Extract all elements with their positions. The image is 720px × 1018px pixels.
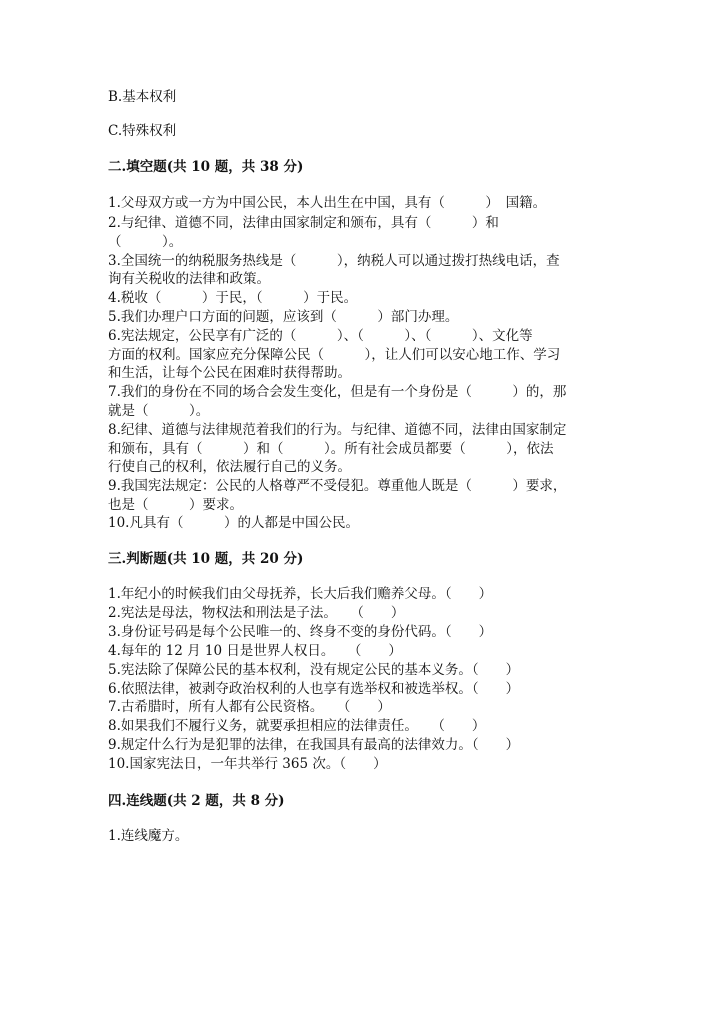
section-heading-true-false: 三.判断题(共 10 题，共 20 分) bbox=[108, 551, 304, 567]
option-c: C.特殊权利 bbox=[108, 123, 177, 139]
question-line: 和生活，让每个公民在困难时获得帮助。 bbox=[108, 365, 351, 381]
question-line: 5.我们办理户口方面的问题，应该到（ ）部门办理。 bbox=[108, 309, 459, 325]
option-b: B.基本权利 bbox=[108, 89, 177, 105]
question-line: 7.我们的身份在不同的场合会发生变化，但是有一个身份是（ ）的，那 bbox=[108, 384, 567, 400]
question-line: 2.与纪律、道德不同，法律由国家制定和颁布，具有（ ）和 bbox=[108, 215, 499, 231]
judgement-line: 6.依照法律，被剥夺政治权利的人也享有选举权和被选举权。（ ） bbox=[108, 681, 520, 697]
question-line: 10.凡具有（ ）的人都是中国公民。 bbox=[108, 515, 359, 531]
question-line: 9.我国宪法规定：公民的人格尊严不受侵犯。尊重他人既是（ ）要求， bbox=[108, 478, 567, 494]
question-line: 1.父母双方或一方为中国公民，本人出生在中国，具有（ ） 国籍。 bbox=[108, 195, 547, 211]
judgement-line: 4.每年的 12 月 10 日是世界人权日。 （ ） bbox=[108, 643, 402, 659]
judgement-line: 1.年纪小的时候我们由父母抚养，长大后我们赡养父母。（ ） bbox=[108, 586, 493, 602]
question-line: 和颁布，具有（ ）和（ ）。所有社会成员都要（ ），依法 bbox=[108, 441, 554, 457]
judgement-line: 2.宪法是母法，物权法和刑法是子法。 （ ） bbox=[108, 605, 405, 621]
judgement-line: 10.国家宪法日，一年共举行 365 次。（ ） bbox=[108, 756, 387, 772]
question-line: 4.税收（ ）于民，（ ）于民。 bbox=[108, 290, 358, 306]
question-line: 就是（ ）。 bbox=[108, 403, 210, 419]
question-line: 3.全国统一的纳税服务热线是（ ），纳税人可以通过拨打热线电话，查 bbox=[108, 253, 560, 269]
judgement-line: 9.规定什么行为是犯罪的法律，在我国具有最高的法律效力。（ ） bbox=[108, 737, 520, 753]
section-heading-fill-blank: 二.填空题(共 10 题，共 38 分) bbox=[108, 159, 304, 175]
question-line: 6.宪法规定，公民享有广泛的（ ）、（ ）、（ ）、文化等 bbox=[108, 328, 533, 344]
question-line: 也是（ ）要求。 bbox=[108, 497, 243, 513]
question-line: （ ）。 bbox=[108, 234, 183, 250]
matching-question-line: 1.连线魔方。 bbox=[108, 828, 189, 844]
judgement-line: 8.如果我们不履行义务，就要承担相应的法律责任。 （ ） bbox=[108, 718, 486, 734]
question-line: 行使自己的权利，依法履行自己的义务。 bbox=[108, 459, 351, 475]
question-line: 方面的权利。国家应充分保障公民（ ），让人们可以安心地工作、学习 bbox=[108, 347, 561, 363]
judgement-line: 7.古希腊时，所有人都有公民资格。 （ ） bbox=[108, 699, 391, 715]
judgement-line: 3.身份证号码是每个公民唯一的、终身不变的身份代码。（ ） bbox=[108, 624, 493, 640]
section-heading-matching: 四.连线题(共 2 题，共 8 分) bbox=[108, 793, 285, 809]
question-line: 8.纪律、道德与法律规范着我们的行为。与纪律、道德不同，法律由国家制定 bbox=[108, 422, 567, 438]
judgement-line: 5.宪法除了保障公民的基本权利，没有规定公民的基本义务。（ ） bbox=[108, 662, 520, 678]
question-line: 询有关税收的法律和政策。 bbox=[108, 271, 270, 287]
